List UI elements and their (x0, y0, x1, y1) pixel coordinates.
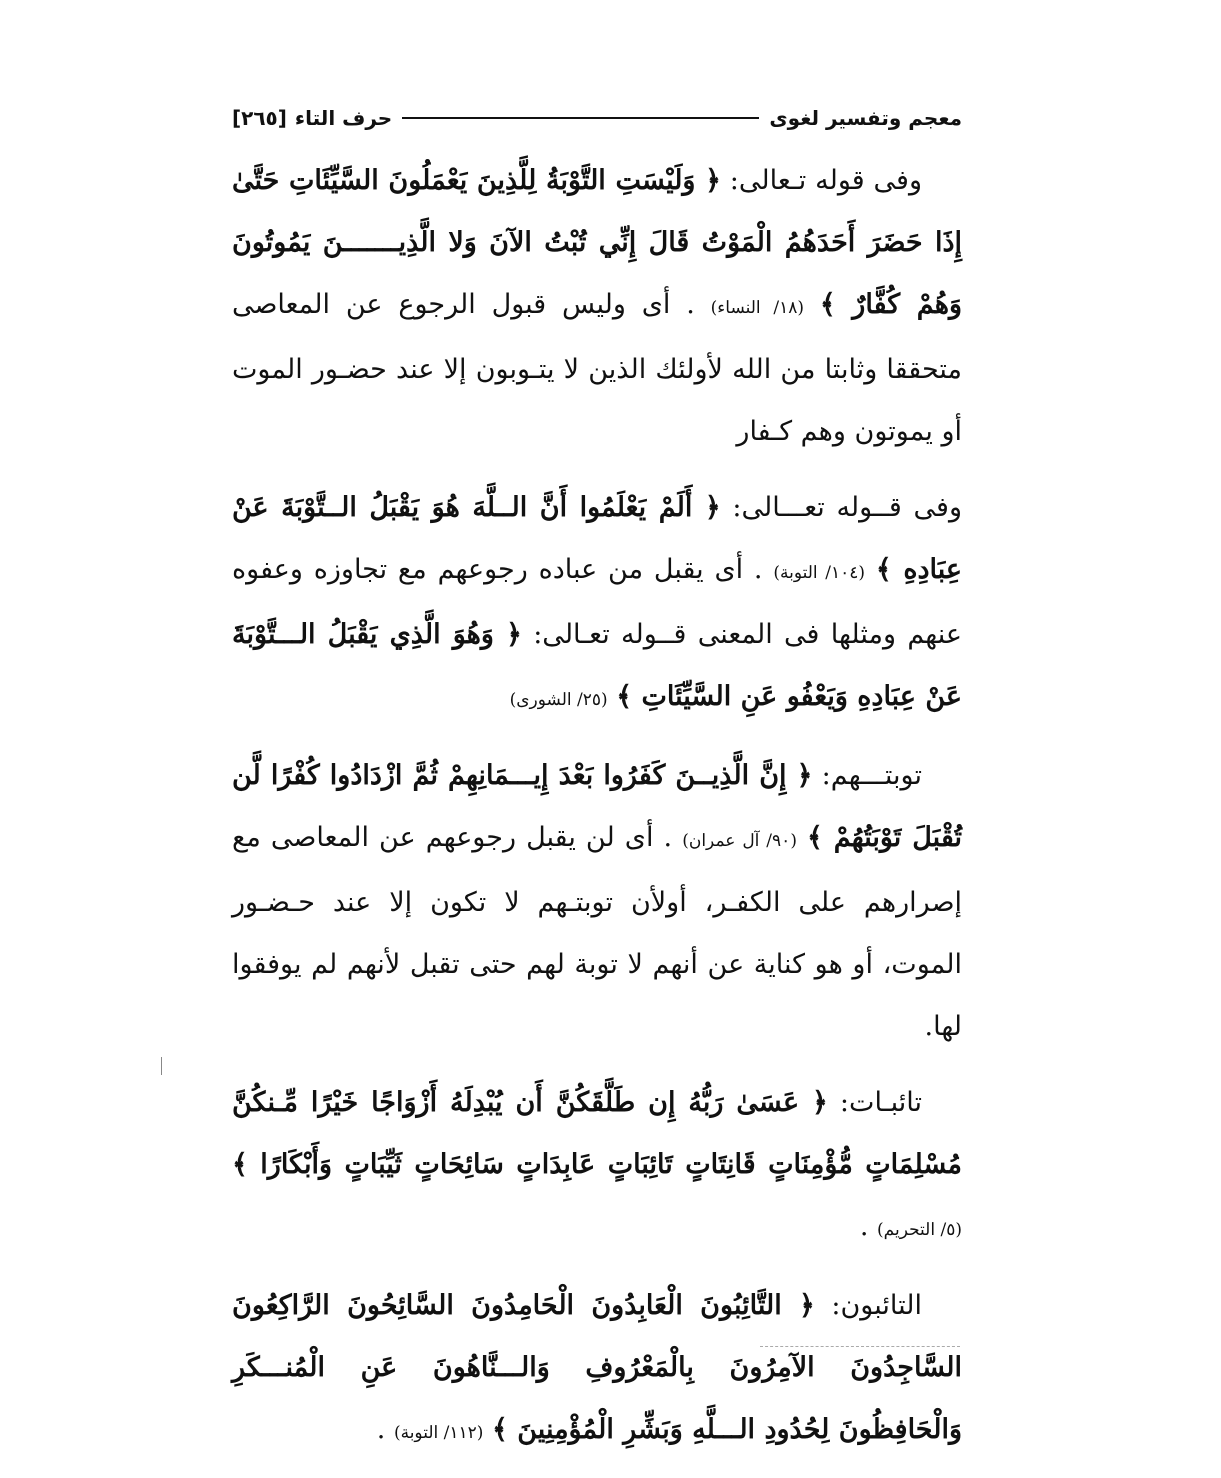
paragraph-4 (232, 1072, 962, 1261)
scan-mark (161, 1057, 162, 1075)
book-title: معجم وتفسير لغوى (769, 106, 962, 130)
verse-reference: (٢٥/ الشورى) (509, 690, 608, 710)
paragraph-1 (232, 150, 962, 463)
quran-quote: ﴿ التَّائِبُونَ الْعَابِدُونَ الْحَامِدُونَ السَّائِحُونَ الرَّاكِعُونَ السَّاجِدُونَ الآمِرُونَ بِالْمَعْرُوفِ وَالـــنَّاهُونَ عَنِ الْمُنـــكَرِ وَالْحَافِظُونَ لِحُدُودِ الـــلَّهِ وَبَشِّرِ الْمُؤْمِنِينَ ﴾ (232, 1290, 962, 1445)
explanation-text: . أى وليس قبول الرجوع عن المعاصى متحققا وثابتا من الله لأولئك الذين لا يتـوبون إلا عند حضـور الموت أو يموتون وهم كـفار (232, 289, 962, 447)
explanation-text: . (376, 1414, 386, 1445)
verse-reference: (١٠٤/ التوبة) (773, 563, 866, 583)
verse-reference: (٩٠/ آل عمران) (682, 831, 797, 851)
paragraph-2 (232, 477, 962, 731)
page-number: [٢٦٥] (232, 106, 287, 130)
quran-quote: ﴿ وَهُوَ الَّذِي يَقْبَلُ الـــتَّوْبَةَ عَنْ عِبَادِهِ وَيَعْفُو عَنِ السَّيِّئَاتِ ﴾ (232, 619, 962, 712)
paragraph-lead: وفى قــوله تعـــالى: (720, 492, 962, 523)
running-header (232, 98, 962, 138)
section-title: حرف التاء (294, 106, 393, 130)
header-rule (402, 117, 759, 119)
quran-quote: ﴿ وَلَيْسَتِ التَّوْبَةُ لِلَّذِينَ يَعْمَلُونَ السَّيِّئَاتِ حَتَّىٰ إِذَا حَضَرَ أَحَدَهُمُ الْمَوْتُ قَالَ إِنِّي تُبْتُ الآنَ وَلا الَّذِيـــــــنَ يَمُوتُونَ وَهُمْ كُفَّارٌ ﴾ (232, 165, 962, 320)
quran-quote: ﴿ إِنَّ الَّذِيــنَ كَفَرُوا بَعْدَ إِيـــمَانِهِمْ ثُمَّ ازْدَادُوا كُفْرًا لَّن تُقْبَلَ تَوْبَتُهُمْ ﴾ (232, 760, 962, 853)
body-text (232, 150, 962, 1478)
verse-reference: (١٨/ النساء) (710, 298, 804, 318)
explanation-text: . أى لن يقبل رجوعهم عن المعاصى مع إصرارهم على الكفـر، أولأن توبتـهم لا تكون إلا عند حـضـور الموت، أو هو كناية عن أنهم لا توبة لهم حتى تقبل لأنهم لم يوفقوا لها. (232, 822, 962, 1042)
explanation-text: . أى يقبل من عباده رجوعهم مع تجاوزه وعفوه عنهم ومثلها فى المعنى قــوله تعـالى: (232, 554, 962, 650)
paragraph-lead: توبتـــهم: (812, 760, 923, 791)
explanation-text: . (859, 1211, 869, 1242)
verse-reference: (٥/ التحريم) (877, 1220, 962, 1240)
paragraph-5 (232, 1275, 962, 1464)
scan-edge-line (760, 1346, 960, 1347)
paragraph-lead: تائبـات: (827, 1087, 922, 1118)
paragraph-lead: التائبون: (814, 1290, 922, 1321)
paragraph-3 (232, 745, 962, 1058)
verse-reference: (١١٢/ التوبة) (393, 1423, 484, 1443)
quran-quote: ﴿ أَلَمْ يَعْلَمُوا أَنَّ الــلَّهَ هُوَ يَقْبَلُ الــتَّوْبَةَ عَنْ عِبَادِهِ ﴾ (232, 492, 962, 585)
paragraph-lead: وفى قوله تـعالى: (720, 165, 922, 196)
quran-quote: ﴿ عَسَىٰ رَبُّهُ إِن طَلَّقَكُنَّ أَن يُبْدِلَهُ أَزْوَاجًا خَيْرًا مِّـنكُنَّ مُسْلِمَاتٍ مُّؤْمِنَاتٍ قَانِتَاتٍ تَائِبَاتٍ عَابِدَاتٍ سَائِحَاتٍ ثَيِّبَاتٍ وَأَبْكَارًا ﴾ (232, 1087, 962, 1180)
